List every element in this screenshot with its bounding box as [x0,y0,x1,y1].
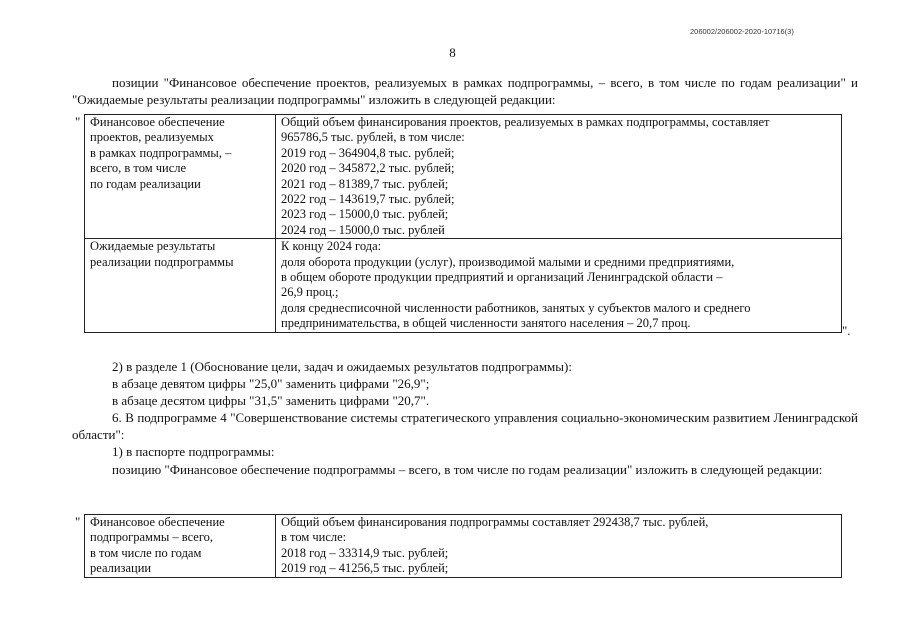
item-6-1: 1) в паспорте подпрограммы: [112,444,275,459]
value-line: К концу 2024 года: [281,239,382,254]
page-number: 8 [449,45,456,60]
table-row [85,115,842,239]
value-line: Общий объем финансирования подпрограммы составляет 292438,7 тыс. рублей, [281,515,709,529]
table-row [85,515,842,578]
table1-open-quote: " [75,114,81,129]
value-line: 2019 год – 41256,5 тыс. рублей; [281,561,449,576]
item-2-b: в абзаце десятом цифры "31,5" заменить цифрами "20,7". [112,393,430,408]
item-6-position: позицию "Финансовое обеспечение подпрограммы – всего, в том числе по годам реализации" изложить в следующей редакции: [112,462,823,477]
item-6: 6. В подпрограмме 4 "Совершенствование системы стратегического управления социально-экономическим развитием Ленинградской области": [72,410,858,442]
label-line: в рамках подпрограммы, – [90,145,232,160]
passport-table-1 [84,114,842,333]
intro-paragraph: позиции "Финансовое обеспечение проектов, реализуемых в рамках подпрограммы, – всего, в том числе по годам реализации" и "Ожидаемые результаты реализации подпрограммы" изложить в следующей редакции: [72,75,858,107]
label-line: в том числе по годам [90,545,202,560]
table1-close-quote: ". [842,323,851,338]
label-line: проектов, реализуемых [90,130,214,145]
value-line: Общий объем финансирования проектов, реализуемых в рамках подпрограммы, составляет [281,115,770,129]
label-line: всего, в том числе [90,161,187,176]
item-2-a: в абзаце девятом цифры "25,0" заменить цифрами "26,9"; [112,376,430,391]
label-line: Финансовое обеспечение [90,115,225,129]
value-line: в общем обороте продукции предприятий и организаций Ленинградской области – [281,270,723,285]
value-line: 2018 год – 33314,9 тыс. рублей; [281,545,449,560]
value-line: доля оборота продукции (услуг), производимой малыми и средними предприятиями, [281,254,735,269]
passport-table-2 [84,514,842,578]
value-line: 2024 год – 15000,0 тыс. рублей [281,222,445,237]
value-line: доля среднесписочной численности работников, занятых у субъектов малого и среднего [281,300,751,315]
label-line: реализации подпрограммы [90,254,234,269]
value-line: 965786,5 тыс. рублей, в том числе: [281,130,465,145]
item-2: 2) в разделе 1 (Обоснование цели, задач и ожидаемых результатов подпрограммы): [112,359,572,374]
value-line: 2021 год – 81389,7 тыс. рублей; [281,176,449,191]
value-line: 2022 год – 143619,7 тыс. рублей; [281,192,455,207]
label-cell [85,239,276,332]
value-line: предпринимательства, в общей численности занятого населения – 20,7 проц. [281,316,691,331]
value-line: 2019 год – 364904,8 тыс. рублей; [281,145,455,160]
value-cell [276,115,842,239]
label-line: по годам реализации [90,176,201,191]
document-id: 206002/206002-2020-10716(3) [690,27,794,36]
value-line: в том числе: [281,530,347,545]
label-cell [85,515,276,578]
label-line: реализации [90,561,152,576]
label-line: подпрограммы – всего, [90,530,214,545]
table-row [85,239,842,332]
value-line: 26,9 проц.; [281,285,339,300]
label-cell [85,115,276,239]
value-line: 2020 год – 345872,2 тыс. рублей; [281,161,455,176]
table2-open-quote: " [75,514,81,529]
value-cell [276,515,842,578]
label-line: Финансовое обеспечение [90,515,225,529]
value-line: 2023 год – 15000,0 тыс. рублей; [281,207,449,222]
value-cell [276,239,842,332]
label-line: Ожидаемые результаты [90,239,216,254]
